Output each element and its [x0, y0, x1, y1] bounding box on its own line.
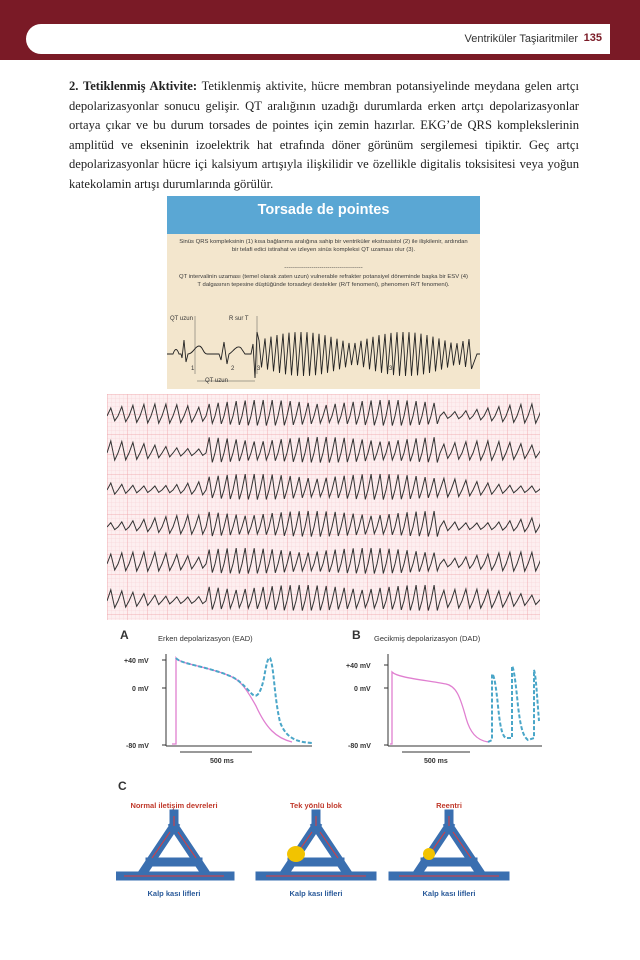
running-head: Ventriküler Taşiaritmiler — [464, 33, 578, 45]
circuit-title: Tek yönlü blok — [290, 801, 342, 810]
a-y-label-mid: 0 mV — [132, 686, 149, 693]
circuit-1 — [118, 801, 230, 898]
paragraph-text: Tetiklenmiş aktivite, hücre membran potansiyelinde meydana gelen artçı depolarizasyonlar sonucu gelişir. QT aralığının uzadığı durumlarda erken artçı depolarizasyonlar ortaya çıkar ve bu durum torsades de pointes için zemin hazırlar. EKG’de QRS komplekslerinin amplitüd ve ekseninin izoelektrik hat etrafında döner görünüm sergilemesi tipiktir. Geç artçı depolarizasyonlar hücre içi kalsiyum artışıyla ilişkilidir ve özellikle digitalis toksisitesi veya yoğun katekolamin artışı durumlarında görülür. — [69, 79, 579, 191]
paragraph-lead: 2. Tetiklenmiş Aktivite: — [69, 79, 198, 93]
b-y-label-top: +40 mV — [346, 663, 371, 670]
marker-3: 3 — [257, 366, 261, 372]
block-marker — [287, 846, 305, 862]
page-number: 135 — [583, 32, 602, 44]
body-paragraph — [69, 77, 579, 194]
marker-3b: 3 — [389, 366, 393, 372]
a-y-label-top: +40 mV — [124, 658, 149, 665]
torsade-divider: ---------------------------------------- — [284, 265, 363, 271]
circuit-2 — [260, 801, 372, 898]
b-x-label: 500 ms — [424, 758, 448, 765]
a-y-label-bottom: -80 mV — [126, 743, 149, 750]
afterdepolarization-figure — [116, 626, 542, 902]
dad-normal-trace — [390, 672, 488, 744]
ead-trace — [176, 658, 312, 743]
torsade-figure — [167, 196, 480, 389]
torsade-paragraph-2: QT intervalinin uzaması (temel olarak zaten uzun) vulnerable refrakter potansiyel döneminde başka bir ESV (4) T dalgasının tepesine düştüğünde torsadeyi destekler (R/T fenomeni), phenomen R/T fenomeni). — [179, 274, 469, 289]
panel-a-letter: A — [120, 628, 129, 642]
torsade-paragraph-1: Sinüs QRS kompleksinin (1) kısa bağlanma aralığına sahip bir ventriküler ekstrasistol (2) ile ilişkilenir, ardından bir telafi edici istirahat ve izleyen sinüs kompleksi QT uzaması olur (3). — [179, 239, 468, 254]
panel-b-title: Gecikmiş depolarizasyon (DAD) — [374, 634, 481, 643]
label-qt-long: QT uzun — [170, 316, 193, 322]
label-qt-long-bottom: QT uzun — [205, 378, 228, 384]
dad-trace — [488, 666, 539, 742]
marker-2: 2 — [231, 366, 235, 372]
circuit-3 — [393, 801, 505, 898]
circuit-title: Reentri — [436, 801, 462, 810]
a-x-label: 500 ms — [210, 758, 234, 765]
circuit-caption: Kalp kası lifleri — [147, 889, 201, 898]
label-r-on-t: R sur T — [229, 316, 249, 322]
circuit-caption: Kalp kası lifleri — [422, 889, 476, 898]
circuit-caption: Kalp kası lifleri — [289, 889, 343, 898]
panel-c-letter: C — [118, 779, 127, 793]
b-y-label-mid: 0 mV — [354, 686, 371, 693]
circuit-title: Normal iletişim devreleri — [130, 801, 218, 810]
ecg-multilead-figure — [107, 394, 540, 620]
b-y-label-bottom: -80 mV — [348, 743, 371, 750]
reentry-marker — [423, 848, 435, 860]
panel-b-letter: B — [352, 628, 361, 642]
marker-1: 1 — [191, 366, 195, 372]
torsade-title: Torsade de pointes — [257, 202, 390, 218]
panel-a-title: Erken depolarizasyon (EAD) — [158, 634, 253, 643]
ead-normal-trace — [172, 658, 292, 744]
